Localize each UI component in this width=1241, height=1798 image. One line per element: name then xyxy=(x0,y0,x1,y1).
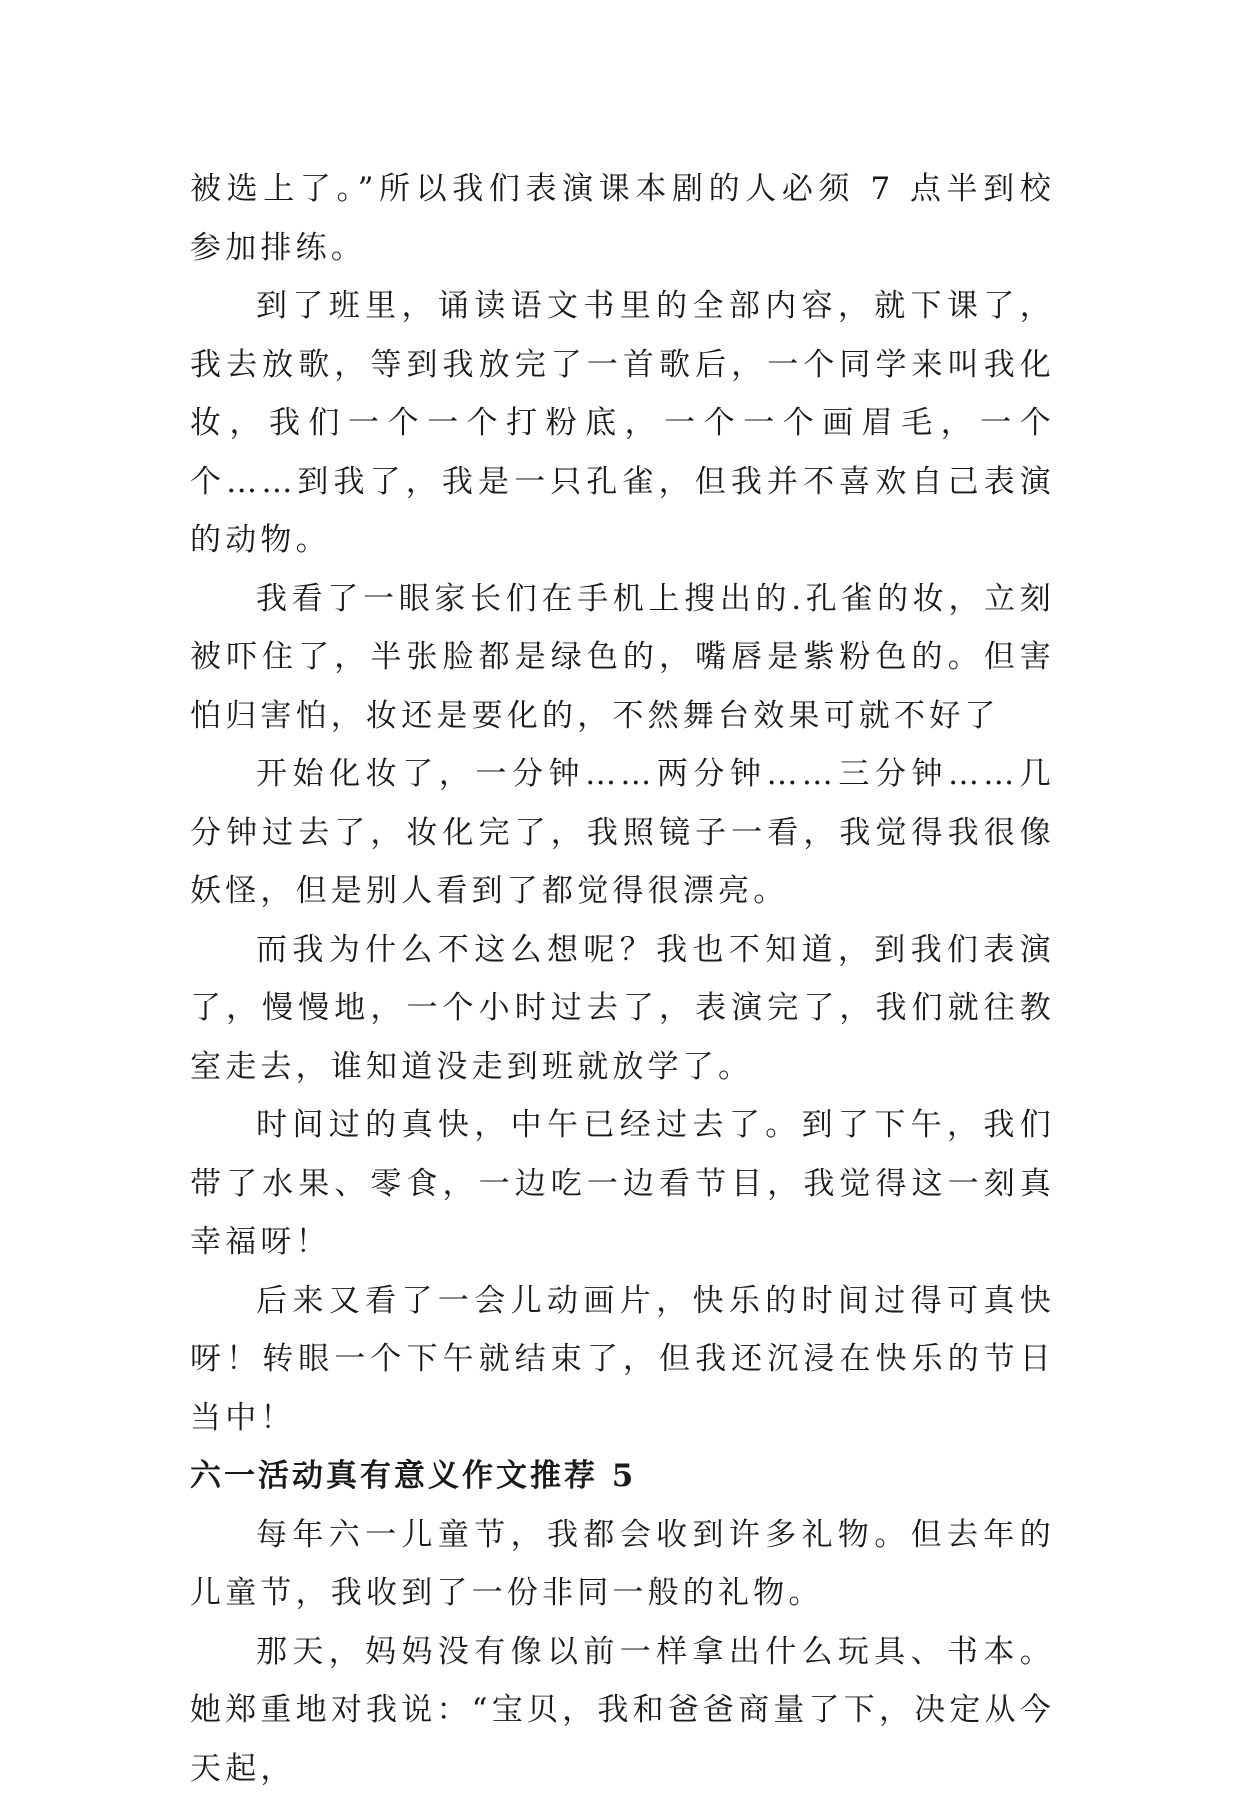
paragraph-3: 我看了一眼家长们在手机上搜出的.孔雀的妆，立刻被吓住了，半张脸都是绿色的，嘴唇是紫粉色的。但害怕归害怕，妆还是要化的，不然舞台效果可就不好了 xyxy=(190,570,1055,746)
paragraph-8: 每年六一儿童节，我都会收到许多礼物。但去年的儿童节，我收到了一份非同一般的礼物。 xyxy=(190,1506,1055,1623)
paragraph-1: 被选上了。”所以我们表演课本剧的人必须 7 点半到校参加排练。 xyxy=(190,160,1055,277)
section-heading: 六一活动真有意义作文推荐 5 xyxy=(190,1447,1055,1506)
paragraph-2: 到了班里，诵读语文书里的全部内容，就下课了，我去放歌，等到我放完了一首歌后，一个同学来叫我化妆，我们一个一个打粉底，一个一个画眉毛，一个个……到我了，我是一只孔雀，但我并不喜欢自己表演的动物。 xyxy=(190,277,1055,570)
paragraph-7: 后来又看了一会儿动画片，快乐的时间过得可真快呀！转眼一个下午就结束了，但我还沉浸在快乐的节日当中！ xyxy=(190,1272,1055,1448)
document-page xyxy=(190,160,1055,1798)
paragraph-9: 那天，妈妈没有像以前一样拿出什么玩具、书本。她郑重地对我说：“宝贝，我和爸爸商量了下，决定从今天起， xyxy=(190,1623,1055,1798)
paragraph-6: 时间过的真快，中午已经过去了。到了下午，我们带了水果、零食，一边吃一边看节目，我觉得这一刻真幸福呀！ xyxy=(190,1096,1055,1272)
paragraph-4: 开始化妆了，一分钟……两分钟……三分钟……几分钟过去了，妆化完了，我照镜子一看，我觉得我很像妖怪，但是别人看到了都觉得很漂亮。 xyxy=(190,745,1055,921)
paragraph-5: 而我为什么不这么想呢？我也不知道，到我们表演了，慢慢地，一个小时过去了，表演完了，我们就往教室走去，谁知道没走到班就放学了。 xyxy=(190,921,1055,1097)
